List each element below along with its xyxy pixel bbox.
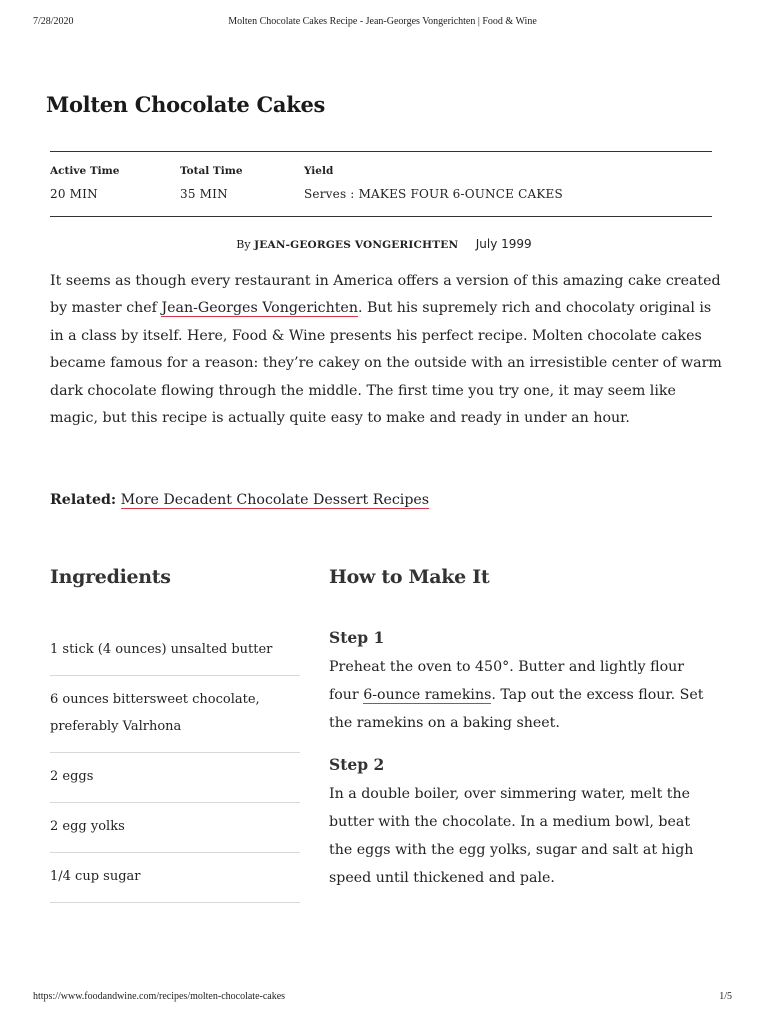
- print-url: https://www.foodandwine.com/recipes/molten-chocolate-cakes: [33, 991, 286, 1002]
- ramekins-link[interactable]: 6-ounce ramekins: [363, 687, 492, 703]
- byline-prefix: By: [236, 238, 251, 251]
- steps-list: [329, 626, 709, 908]
- meta-top-divider: [50, 151, 712, 152]
- ingredient-item: 2 eggs: [50, 753, 300, 803]
- meta-label: Active Time: [50, 165, 120, 177]
- meta-value: 35 MIN: [180, 187, 228, 201]
- print-footer: [33, 991, 732, 1005]
- step-text-part: . Tap out the excess flour. Set the ramekins on a baking sheet.: [329, 687, 704, 731]
- meta-value: 20 MIN: [50, 187, 98, 201]
- recipe-title: Molten Chocolate Cakes: [46, 92, 326, 117]
- print-page-number: 1/5: [719, 991, 732, 1002]
- step-text-part: Preheat the oven to 450°. Butter and lightly flour four: [329, 659, 685, 703]
- print-page-title: Molten Chocolate Cakes Recipe - Jean-Georges Vongerichten | Food & Wine: [228, 16, 537, 27]
- meta-value: Serves : MAKES FOUR 6-OUNCE CAKES: [304, 187, 563, 201]
- step-heading: Step 2: [329, 755, 385, 774]
- meta-total-time: [180, 165, 243, 201]
- meta-bottom-divider: [50, 216, 712, 217]
- meta-yield: [304, 165, 563, 201]
- intro-text: . But his supremely rich and chocolaty original is in a class by itself. Here, Food & Wine presents his perfect recipe. Molten chocolate cakes became famous for a reason: they’re cakey on the outside with an irresistible center of warm dark chocolate flowing through the middle. The first time you try one, it may seem like magic, but this recipe is actually quite easy to make and ready in under an hour.: [50, 300, 722, 427]
- step-item: [329, 626, 709, 737]
- byline-author[interactable]: JEAN-GEORGES VONGERICHTEN: [254, 239, 459, 251]
- ingredient-item: 2 egg yolks: [50, 803, 300, 853]
- related-link[interactable]: More Decadent Chocolate Dessert Recipes: [120, 492, 430, 508]
- how-to-heading: How to Make It: [329, 566, 490, 588]
- print-header: [33, 16, 732, 32]
- byline: [0, 237, 768, 251]
- intro-paragraph: [50, 268, 722, 432]
- step-heading: Step 1: [329, 628, 385, 647]
- print-date: 7/28/2020: [33, 16, 74, 27]
- ingredients-heading: Ingredients: [50, 566, 171, 588]
- meta-label: Total Time: [180, 165, 243, 177]
- meta-active-time: [50, 165, 119, 201]
- meta-label: Yield: [304, 165, 334, 177]
- byline-date: July 1999: [475, 237, 532, 251]
- ingredient-item: 1 stick (4 ounces) unsalted butter: [50, 624, 300, 676]
- ingredient-item: 1/4 cup sugar: [50, 853, 300, 903]
- step-item: [329, 753, 709, 892]
- step-text: [329, 653, 709, 737]
- step-text: In a double boiler, over simmering water, melt the butter with the chocolate. In a medium bowl, beat the eggs with the egg yolks, sugar and salt at high speed until thickened and pale.: [329, 786, 694, 886]
- ingredients-list: [50, 624, 300, 903]
- related-label: Related:: [50, 492, 117, 508]
- intro-text: It seems as though every restaurant in America offers a version of this amazing cake created by master chef: [50, 273, 721, 317]
- chef-link[interactable]: Jean-Georges Vongerichten: [161, 300, 358, 317]
- ingredient-item: 6 ounces bittersweet chocolate, preferably Valrhona: [50, 676, 300, 753]
- related-line: [50, 488, 429, 512]
